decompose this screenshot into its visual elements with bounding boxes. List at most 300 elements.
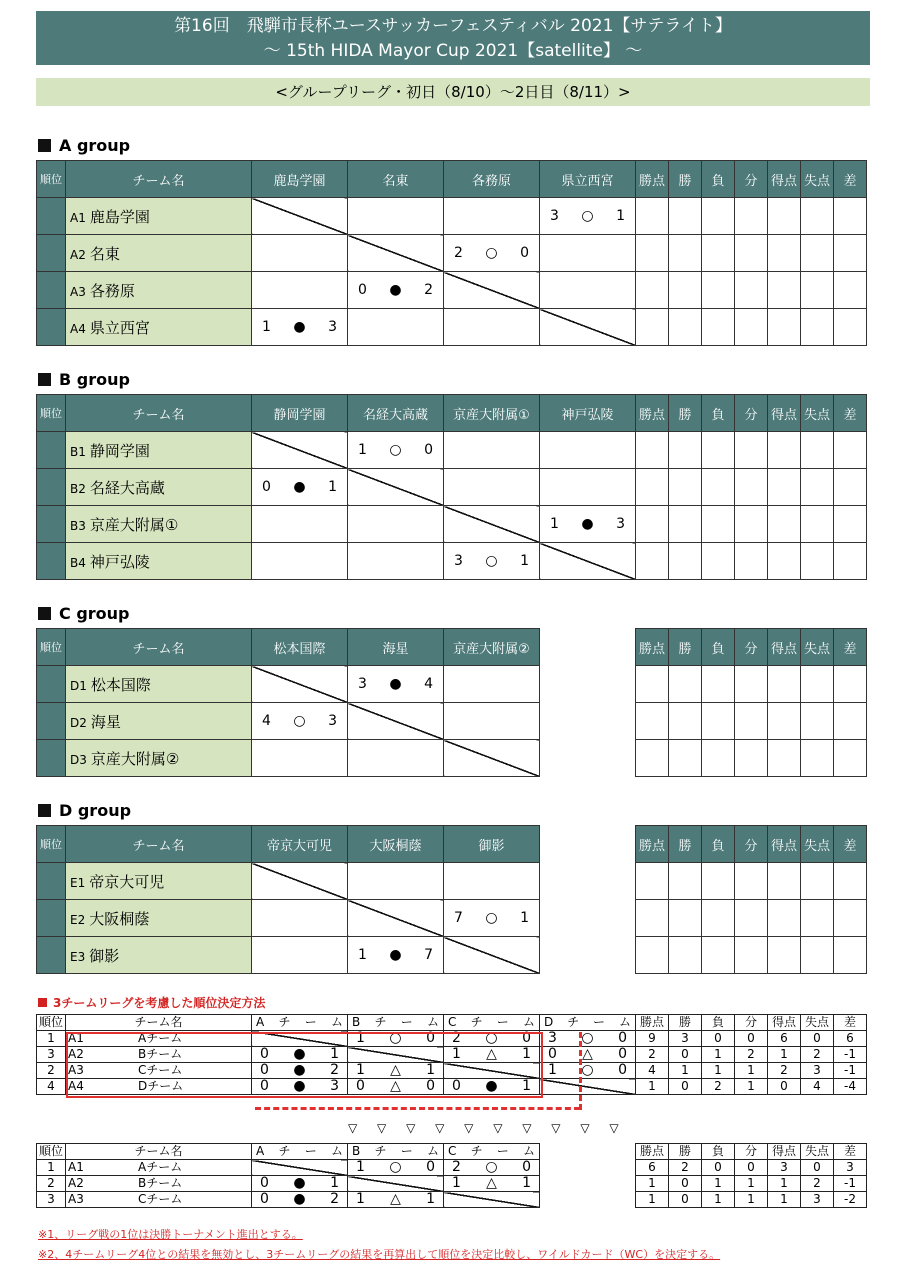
team-row bbox=[37, 937, 867, 974]
highlight-box bbox=[66, 1032, 543, 1098]
stat-cell bbox=[669, 272, 702, 309]
team-name-cell bbox=[66, 543, 252, 580]
opponent-char: ム bbox=[618, 1015, 631, 1029]
rank-cell bbox=[37, 432, 66, 469]
group-table bbox=[36, 825, 867, 974]
group-title-text: C group bbox=[59, 604, 130, 623]
stat-cell bbox=[834, 272, 867, 309]
score-cell bbox=[444, 900, 540, 937]
stat-cell bbox=[801, 937, 834, 974]
score-cell bbox=[348, 666, 444, 703]
rank-cell: 4 bbox=[37, 1079, 66, 1095]
result-mark: ○ bbox=[485, 553, 498, 569]
score-against: 0 bbox=[520, 245, 529, 261]
stat-cell bbox=[735, 198, 768, 235]
score-cell bbox=[252, 469, 348, 506]
score-for: 1 bbox=[356, 1159, 365, 1175]
stat-cell bbox=[735, 666, 768, 703]
result-mark: ● bbox=[293, 1191, 306, 1207]
stat-cell bbox=[702, 666, 735, 703]
stat-value: 1 bbox=[768, 1047, 801, 1063]
group-title bbox=[38, 370, 130, 389]
score bbox=[348, 442, 443, 458]
score-for: 2 bbox=[452, 1030, 461, 1046]
score-cell bbox=[444, 937, 540, 974]
score-against: 1 bbox=[522, 1175, 531, 1191]
stat-value: 0 bbox=[669, 1192, 702, 1208]
team-code: D3 bbox=[70, 752, 87, 767]
score bbox=[444, 1176, 539, 1191]
score-cell bbox=[252, 1160, 348, 1176]
score-cell bbox=[540, 1047, 636, 1063]
score-against: 0 bbox=[424, 442, 433, 458]
stat-cell bbox=[834, 863, 867, 900]
col-stat: 勝点 bbox=[636, 1144, 669, 1160]
col-opponent: 名東 bbox=[348, 161, 444, 198]
team-row bbox=[37, 309, 867, 346]
header-row bbox=[37, 1144, 867, 1160]
header-row bbox=[37, 1015, 867, 1031]
score-for: 1 bbox=[356, 1062, 365, 1078]
stat-cell bbox=[834, 937, 867, 974]
stat-cell bbox=[636, 863, 669, 900]
col-stat: 失点 bbox=[801, 1015, 834, 1031]
col-goals-against: 失点 bbox=[801, 629, 834, 666]
score-cell bbox=[444, 703, 540, 740]
stat-value: 1 bbox=[735, 1176, 768, 1192]
team-code: B3 bbox=[70, 518, 86, 533]
col-goal-diff: 差 bbox=[834, 395, 867, 432]
title-banner bbox=[36, 11, 870, 65]
result-mark: ● bbox=[389, 676, 402, 692]
stat-cell bbox=[801, 198, 834, 235]
score-cell bbox=[348, 937, 444, 974]
col-goals-against: 失点 bbox=[801, 395, 834, 432]
score-for: 1 bbox=[452, 1175, 461, 1191]
stat-cell bbox=[702, 543, 735, 580]
col-stat: 勝 bbox=[669, 1144, 702, 1160]
rank-cell bbox=[37, 666, 66, 703]
stat-cell bbox=[834, 432, 867, 469]
team-code: B1 bbox=[70, 444, 86, 459]
col-rank: 順位 bbox=[37, 395, 66, 432]
score-against: 1 bbox=[520, 553, 529, 569]
opponent-label bbox=[252, 1144, 347, 1159]
team-code: A2 bbox=[70, 247, 86, 262]
opponent-char: ー bbox=[400, 1015, 413, 1029]
stat-cell bbox=[636, 432, 669, 469]
score bbox=[252, 319, 347, 335]
stat-cell bbox=[735, 432, 768, 469]
stat-value: 0 bbox=[669, 1176, 702, 1192]
col-opponent: 鹿島学園 bbox=[252, 161, 348, 198]
opponent-char: ー bbox=[400, 1144, 413, 1158]
score bbox=[252, 713, 347, 729]
gap-cell bbox=[540, 1144, 636, 1160]
score-cell bbox=[444, 1160, 540, 1176]
stat-cell bbox=[834, 235, 867, 272]
score-cell bbox=[444, 1176, 540, 1192]
team-name: Bチーム bbox=[138, 1176, 183, 1190]
col-stat: 得点 bbox=[768, 1015, 801, 1031]
col-stat: 負 bbox=[702, 1015, 735, 1031]
gap-cell bbox=[540, 666, 636, 703]
score-cell bbox=[252, 666, 348, 703]
opponent-char: B bbox=[352, 1144, 361, 1158]
team-name: Aチーム bbox=[138, 1031, 183, 1045]
score-cell bbox=[252, 740, 348, 777]
col-opponent: 県立西宮 bbox=[540, 161, 636, 198]
opponent-label bbox=[444, 1144, 539, 1159]
stat-cell bbox=[636, 937, 669, 974]
score-cell bbox=[444, 432, 540, 469]
score bbox=[348, 1192, 443, 1207]
score-against: 0 bbox=[618, 1062, 627, 1078]
col-opponent bbox=[540, 1015, 636, 1031]
team-name: 名東 bbox=[89, 244, 120, 263]
score-against: 0 bbox=[426, 1030, 435, 1046]
opponent-char: A bbox=[256, 1015, 265, 1029]
score-cell bbox=[444, 198, 540, 235]
opponent-char: ー bbox=[593, 1015, 606, 1029]
col-stat: 分 bbox=[735, 1015, 768, 1031]
stat-cell bbox=[768, 469, 801, 506]
stat-cell bbox=[768, 235, 801, 272]
result-mark: ○ bbox=[389, 1030, 402, 1046]
stat-value: 4 bbox=[801, 1079, 834, 1095]
col-draws: 分 bbox=[735, 161, 768, 198]
score-for: 0 bbox=[356, 1078, 365, 1094]
score-cell bbox=[252, 432, 348, 469]
stat-cell bbox=[669, 198, 702, 235]
stat-value: 1 bbox=[702, 1047, 735, 1063]
stat-cell bbox=[702, 740, 735, 777]
result-mark: ○ bbox=[485, 910, 498, 926]
score-against: 2 bbox=[424, 282, 433, 298]
score-for: 1 bbox=[452, 1046, 461, 1062]
score-for: 0 bbox=[260, 1175, 269, 1191]
opponent-char: チ bbox=[470, 1015, 483, 1029]
stat-cell bbox=[669, 309, 702, 346]
score bbox=[252, 1176, 347, 1191]
score-cell bbox=[540, 506, 636, 543]
opponent-char: チ bbox=[278, 1015, 291, 1029]
stat-cell bbox=[834, 703, 867, 740]
bullet-square-icon bbox=[38, 139, 51, 152]
col-goals-for: 得点 bbox=[768, 629, 801, 666]
score-cell bbox=[444, 309, 540, 346]
col-opponent bbox=[444, 1015, 540, 1031]
score-for: 3 bbox=[454, 553, 463, 569]
score-against: 3 bbox=[616, 516, 625, 532]
team-name: 神戸弘陵 bbox=[89, 552, 150, 571]
gap-cell bbox=[540, 937, 636, 974]
subtitle-banner: <グループリーグ・初日（8/10）〜2日目（8/11）> bbox=[36, 78, 870, 106]
stat-value: 1 bbox=[735, 1063, 768, 1079]
rank-cell bbox=[37, 272, 66, 309]
gap-cell bbox=[540, 1160, 636, 1176]
score-for: 3 bbox=[550, 208, 559, 224]
stat-cell bbox=[801, 666, 834, 703]
team-name: 京産大附属② bbox=[90, 749, 180, 768]
team-name-cell bbox=[66, 1176, 252, 1192]
team-name: Cチーム bbox=[138, 1063, 183, 1077]
team-name: 名経大高蔵 bbox=[89, 478, 165, 497]
strike-dash-vertical bbox=[579, 1032, 582, 1110]
team-code: A1 bbox=[70, 210, 86, 225]
score-against: 1 bbox=[426, 1062, 435, 1078]
stat-cell bbox=[834, 198, 867, 235]
bullet-square-icon bbox=[38, 373, 51, 386]
team-row bbox=[37, 235, 867, 272]
score bbox=[348, 1160, 443, 1175]
stat-cell bbox=[735, 543, 768, 580]
score-against: 1 bbox=[616, 208, 625, 224]
result-mark: ○ bbox=[485, 1159, 498, 1175]
score-cell bbox=[252, 506, 348, 543]
group-title bbox=[38, 801, 131, 820]
team-name: 鹿島学園 bbox=[89, 207, 150, 226]
stat-cell bbox=[702, 432, 735, 469]
stat-cell bbox=[768, 703, 801, 740]
team-code: A3 bbox=[70, 284, 86, 299]
score-cell bbox=[444, 740, 540, 777]
team-code: A3 bbox=[68, 1063, 84, 1077]
stat-cell bbox=[735, 469, 768, 506]
col-wins: 勝 bbox=[669, 395, 702, 432]
stat-cell bbox=[702, 469, 735, 506]
col-rank: 順位 bbox=[37, 629, 66, 666]
col-opponent bbox=[444, 1144, 540, 1160]
stat-cell bbox=[801, 703, 834, 740]
opponent-char: C bbox=[448, 1015, 457, 1029]
stat-cell bbox=[735, 900, 768, 937]
stat-value: 1 bbox=[702, 1176, 735, 1192]
col-stat: 勝 bbox=[669, 1015, 702, 1031]
stat-cell bbox=[702, 309, 735, 346]
stat-value: 2 bbox=[702, 1079, 735, 1095]
team-code: A4 bbox=[68, 1079, 84, 1093]
score-cell bbox=[444, 506, 540, 543]
team-row bbox=[37, 1160, 867, 1176]
stat-cell bbox=[636, 469, 669, 506]
team-code: A1 bbox=[68, 1031, 84, 1045]
score-cell bbox=[444, 272, 540, 309]
score bbox=[540, 1047, 635, 1062]
score-cell bbox=[444, 666, 540, 703]
stat-cell bbox=[834, 469, 867, 506]
stat-value: 1 bbox=[735, 1192, 768, 1208]
gap-cell bbox=[540, 703, 636, 740]
stat-value: 2 bbox=[801, 1176, 834, 1192]
opponent-char: チ bbox=[374, 1015, 387, 1029]
score-for: 0 bbox=[262, 479, 271, 495]
col-goals-against: 失点 bbox=[801, 161, 834, 198]
team-name: 静岡学園 bbox=[89, 441, 150, 460]
team-name-cell bbox=[66, 740, 252, 777]
result-mark: ● bbox=[485, 1078, 498, 1094]
col-opponent: 大阪桐蔭 bbox=[348, 826, 444, 863]
result-mark: ○ bbox=[389, 1159, 402, 1175]
opponent-char: A bbox=[256, 1144, 265, 1158]
result-mark: ● bbox=[293, 319, 306, 335]
stat-cell bbox=[735, 506, 768, 543]
result-mark: ○ bbox=[485, 1030, 498, 1046]
col-team: チーム名 bbox=[66, 1015, 252, 1031]
col-goals-for: 得点 bbox=[768, 395, 801, 432]
col-rank: 順位 bbox=[37, 1015, 66, 1031]
team-name: Cチーム bbox=[138, 1192, 183, 1206]
result-mark: ● bbox=[293, 1046, 306, 1062]
score-cell bbox=[252, 1176, 348, 1192]
stat-cell bbox=[636, 309, 669, 346]
score bbox=[252, 1192, 347, 1207]
col-opponent bbox=[252, 1015, 348, 1031]
group-table bbox=[36, 394, 867, 580]
team-code: D1 bbox=[70, 678, 87, 693]
score-against: 3 bbox=[328, 319, 337, 335]
result-mark: ○ bbox=[485, 245, 498, 261]
score-cell bbox=[540, 272, 636, 309]
score bbox=[348, 676, 443, 692]
result-mark: ● bbox=[389, 947, 402, 963]
footnote: ※1、リーグ戦の1位は決勝トーナメント進出とする。 bbox=[38, 1228, 303, 1241]
stat-cell bbox=[669, 666, 702, 703]
score-against: 1 bbox=[330, 1175, 339, 1191]
opponent-char: ム bbox=[522, 1144, 535, 1158]
team-name-cell bbox=[66, 469, 252, 506]
col-rank: 順位 bbox=[37, 826, 66, 863]
stat-cell bbox=[735, 272, 768, 309]
col-rank: 順位 bbox=[37, 161, 66, 198]
team-row bbox=[37, 432, 867, 469]
score-against: 3 bbox=[330, 1078, 339, 1094]
opponent-char: ム bbox=[330, 1144, 343, 1158]
stat-cell bbox=[801, 740, 834, 777]
score-for: 4 bbox=[262, 713, 271, 729]
score-cell bbox=[444, 235, 540, 272]
result-mark: ● bbox=[293, 479, 306, 495]
score-for: 0 bbox=[260, 1078, 269, 1094]
score-cell bbox=[444, 1192, 540, 1208]
stat-cell bbox=[834, 740, 867, 777]
col-goal-diff: 差 bbox=[834, 826, 867, 863]
stat-cell bbox=[768, 272, 801, 309]
score-cell bbox=[252, 937, 348, 974]
stat-value: -1 bbox=[834, 1047, 867, 1063]
opponent-char: D bbox=[544, 1015, 554, 1029]
col-points: 勝点 bbox=[636, 629, 669, 666]
stat-cell bbox=[735, 740, 768, 777]
score bbox=[444, 553, 539, 569]
stat-cell bbox=[768, 740, 801, 777]
score-cell bbox=[348, 432, 444, 469]
bullet-square-icon bbox=[38, 998, 47, 1007]
team-name: Bチーム bbox=[138, 1047, 183, 1061]
team-code: D2 bbox=[70, 715, 87, 730]
stat-cell bbox=[702, 506, 735, 543]
col-points: 勝点 bbox=[636, 395, 669, 432]
rank-cell bbox=[37, 740, 66, 777]
score-cell bbox=[252, 703, 348, 740]
opponent-label bbox=[348, 1144, 443, 1159]
stat-cell bbox=[801, 863, 834, 900]
score-cell bbox=[540, 198, 636, 235]
col-team: チーム名 bbox=[66, 1144, 252, 1160]
team-code: A1 bbox=[68, 1160, 84, 1174]
score bbox=[540, 1031, 635, 1046]
team-row bbox=[37, 666, 867, 703]
score-against: 0 bbox=[618, 1030, 627, 1046]
score-cell bbox=[348, 272, 444, 309]
score-against: 1 bbox=[522, 1078, 531, 1094]
stat-cell bbox=[735, 937, 768, 974]
score-cell bbox=[444, 543, 540, 580]
col-points: 勝点 bbox=[636, 826, 669, 863]
stat-cell bbox=[669, 543, 702, 580]
rank-cell bbox=[37, 309, 66, 346]
stat-cell bbox=[669, 900, 702, 937]
footnote: ※2、4チームリーグ4位との結果を無効とし、3チームリーグの結果を再算出して順位を決定比較し、ワイルドカード（WC）を決定する。 bbox=[38, 1248, 721, 1261]
method-table-3team bbox=[36, 1143, 867, 1208]
stat-cell bbox=[768, 543, 801, 580]
header-row bbox=[37, 629, 867, 666]
result-mark: ● bbox=[581, 516, 594, 532]
opponent-char: ー bbox=[304, 1144, 317, 1158]
team-name: Aチーム bbox=[138, 1160, 183, 1174]
col-opponent: 静岡学園 bbox=[252, 395, 348, 432]
stat-value: 6 bbox=[834, 1031, 867, 1047]
score-cell bbox=[540, 543, 636, 580]
stat-value: 1 bbox=[768, 1176, 801, 1192]
rank-cell bbox=[37, 900, 66, 937]
col-stat: 得点 bbox=[768, 1144, 801, 1160]
team-row bbox=[37, 543, 867, 580]
rank-cell bbox=[37, 543, 66, 580]
group-table bbox=[36, 628, 867, 777]
team-code: A2 bbox=[68, 1047, 84, 1061]
stat-cell bbox=[768, 506, 801, 543]
score-for: 1 bbox=[356, 1191, 365, 1207]
rank-cell bbox=[37, 863, 66, 900]
stat-value: -4 bbox=[834, 1079, 867, 1095]
bullet-square-icon bbox=[38, 804, 51, 817]
team-name-cell bbox=[66, 900, 252, 937]
score-cell bbox=[348, 309, 444, 346]
stat-cell bbox=[636, 272, 669, 309]
team-code: E1 bbox=[70, 875, 86, 890]
stat-value: 0 bbox=[702, 1031, 735, 1047]
score-for: 1 bbox=[262, 319, 271, 335]
col-draws: 分 bbox=[735, 629, 768, 666]
result-mark: ○ bbox=[389, 442, 402, 458]
score-cell bbox=[252, 198, 348, 235]
stat-value: 4 bbox=[636, 1063, 669, 1079]
score-cell bbox=[252, 309, 348, 346]
col-goal-diff: 差 bbox=[834, 629, 867, 666]
col-rank: 順位 bbox=[37, 1144, 66, 1160]
group-title-text: B group bbox=[59, 370, 130, 389]
bullet-square-icon bbox=[38, 607, 51, 620]
col-opponent: 神戸弘陵 bbox=[540, 395, 636, 432]
team-name-cell bbox=[66, 272, 252, 309]
opponent-char: チ bbox=[470, 1144, 483, 1158]
stat-cell bbox=[768, 666, 801, 703]
stat-cell bbox=[669, 235, 702, 272]
team-code: A2 bbox=[68, 1176, 84, 1190]
team-name: 大阪桐蔭 bbox=[89, 909, 150, 928]
stat-cell bbox=[768, 900, 801, 937]
